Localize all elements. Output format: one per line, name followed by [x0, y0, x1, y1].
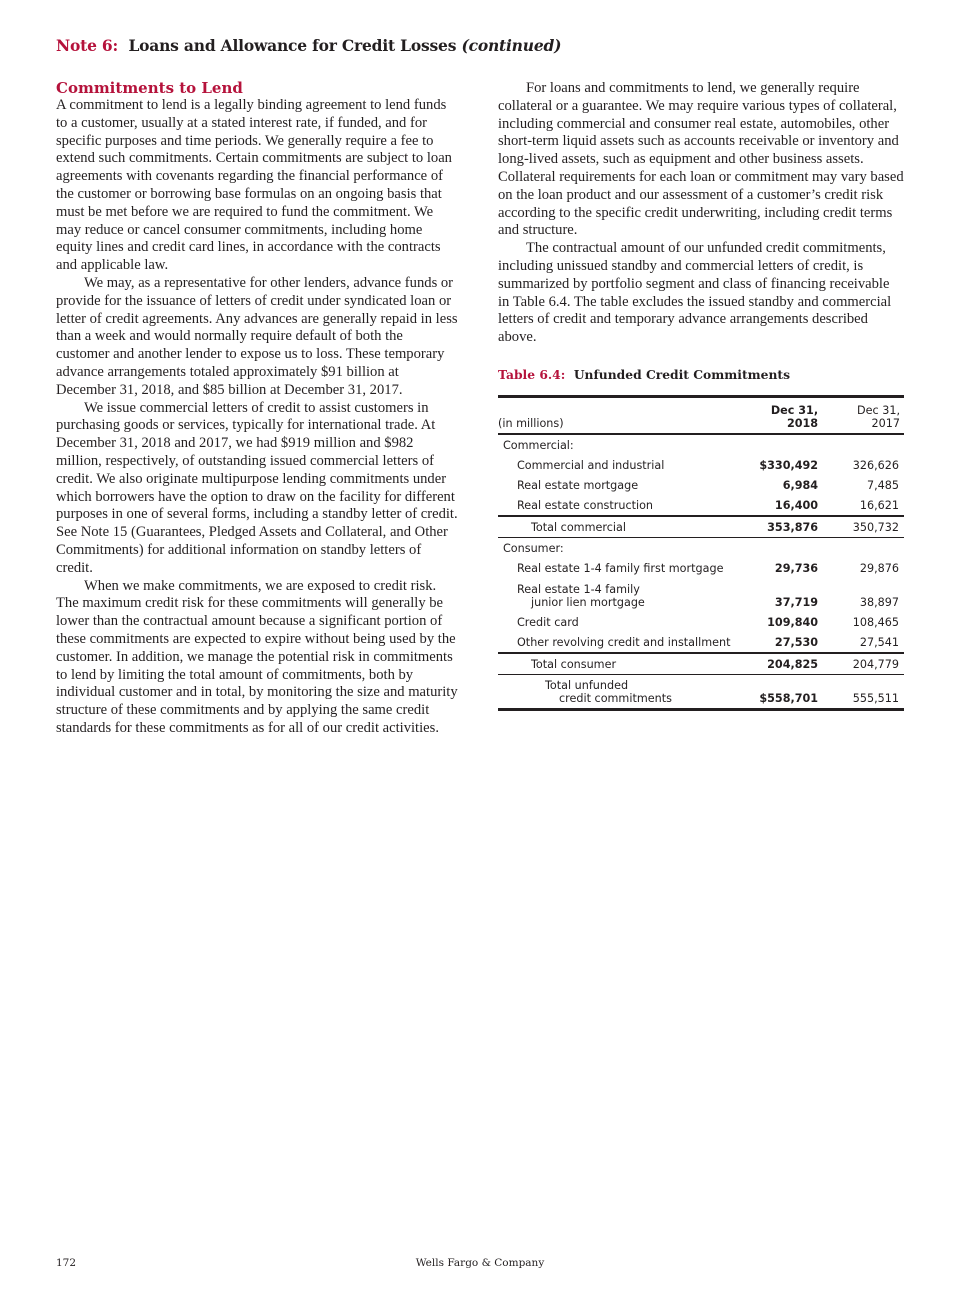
paragraph: The contractual amount of our unfunded credit commitments, including unissued standby and commercial letters of credit, is summarized by portfolio segment and class of financing receivable in Table 6.4. The table excludes the issued standby and commercial letters of credit and temporary advance arrangements described above.: [498, 240, 892, 346]
note-title: Loans and Allowance for Credit Losses: [128, 36, 457, 55]
units-label: (in millions): [498, 397, 741, 435]
company-name: Wells Fargo & Company: [415, 1257, 545, 1269]
table-row: Real estate 1-4 family first mortgage 29,736 29,876: [517, 561, 899, 575]
paragraph: A commitment to lend is a legally binding agreement to lend funds to a customer, usually at a stated interest rate, if funded, and for specific purposes and time periods. We generally require a fee to extend such commitments. Certain commitments are subject to loan agreements with covenants regarding the financial performance of the customer or borrowing base formulas on an ongoing basis that must be met before we are required to fund the commitment. We may reduce or cancel consumer commitments, including home equity lines and credit card lines, in accordance with the contracts and applicable law.: [56, 97, 452, 274]
total-consumer-row: Total consumer 204,825 204,779: [498, 653, 904, 675]
note-label: Note 6:: [56, 36, 119, 55]
right-column: [498, 80, 904, 347]
table-row: Commercial and industrial $330,492 326,626: [517, 458, 899, 472]
paragraph: For loans and commitments to lend, we generally require collateral or a guarantee. We may require various types of collateral, including commercial and consumer real estate, automobiles, other short-term liquid assets such as accounts receivable or inventory and long-lived assets, such as equipment and other business assets. Collateral requirements for each loan or commitment may vary based on the loan product and our assessment of a customer’s credit risk according to the specific credit underwriting, including credit terms and structure.: [498, 80, 904, 239]
table-label: Table 6.4:: [498, 367, 566, 382]
table-row: Credit card 109,840 108,465: [517, 615, 899, 629]
table-row: Real estate construction 16,400 16,621: [517, 498, 899, 512]
table-name: Unfunded Credit Commitments: [573, 367, 791, 382]
page-number: 172: [56, 1257, 77, 1269]
total-commercial-row: Total commercial 353,876 350,732: [498, 516, 904, 538]
section-row-consumer: Consumer:: [503, 541, 564, 555]
unfunded-credit-commitments-table: [498, 395, 904, 711]
col-header-2018: Dec 31, 2018: [741, 397, 818, 435]
grand-total-row: Total unfunded credit commitments $558,701 555,511: [498, 675, 904, 710]
continued-label: (continued): [461, 36, 562, 55]
table-row: Real estate 1-4 family junior lien mortgage 37,719 38,897: [517, 583, 899, 609]
table-row: Other revolving credit and installment 27,530 27,541: [517, 635, 899, 649]
page-title: [56, 36, 561, 55]
table-title: [498, 367, 790, 382]
paragraph: We issue commercial letters of credit to assist customers in purchasing goods or services, typically for international trade. At December 31, 2018 and 2017, we had $919 million and $982 million, respectively, of outstanding issued commercial letters of credit. We also originate multipurpose lending commitments under which borrowers have the option to draw on the facility for different purposes in one of several forms, including a standby letter of credit. See Note 15 (Guarantees, Pledged Assets and Collateral, and Other Commitments) for additional information on standby letters of credit.: [56, 399, 458, 576]
section-row-commercial: Commercial:: [503, 438, 574, 452]
left-column: [56, 80, 460, 738]
table-header-row: [498, 397, 904, 435]
paragraph: When we make commitments, we are exposed to credit risk. The maximum credit risk for these commitments will generally be lower than the contractual amount because a significant portion of these commitments are expected to expire without being used by the customer. In addition, we manage the potential risk in commitments to lend by limiting the total amount of commitments, both by individual customer and in total, by monitoring the size and maturity structure of these commitments and by applying the same credit standards for these commitments as for all of our credit activities.: [56, 577, 458, 736]
table-row: Real estate mortgage 6,984 7,485: [517, 478, 899, 492]
section-heading: Commitments to Lend: [56, 79, 243, 97]
paragraph: We may, as a representative for other lenders, advance funds or provide for the issuance of letters of credit under syndicated loan or letter of credit agreements. Any advances are generally repaid in less than a week and would normally require default of both the customer and another lender to expose us to loss. These temporary advance arrangements totaled approximately $91 billion at December 31, 2018, and $85 billion at December 31, 2017.: [56, 274, 458, 398]
col-header-2017: Dec 31, 2017: [818, 397, 904, 435]
